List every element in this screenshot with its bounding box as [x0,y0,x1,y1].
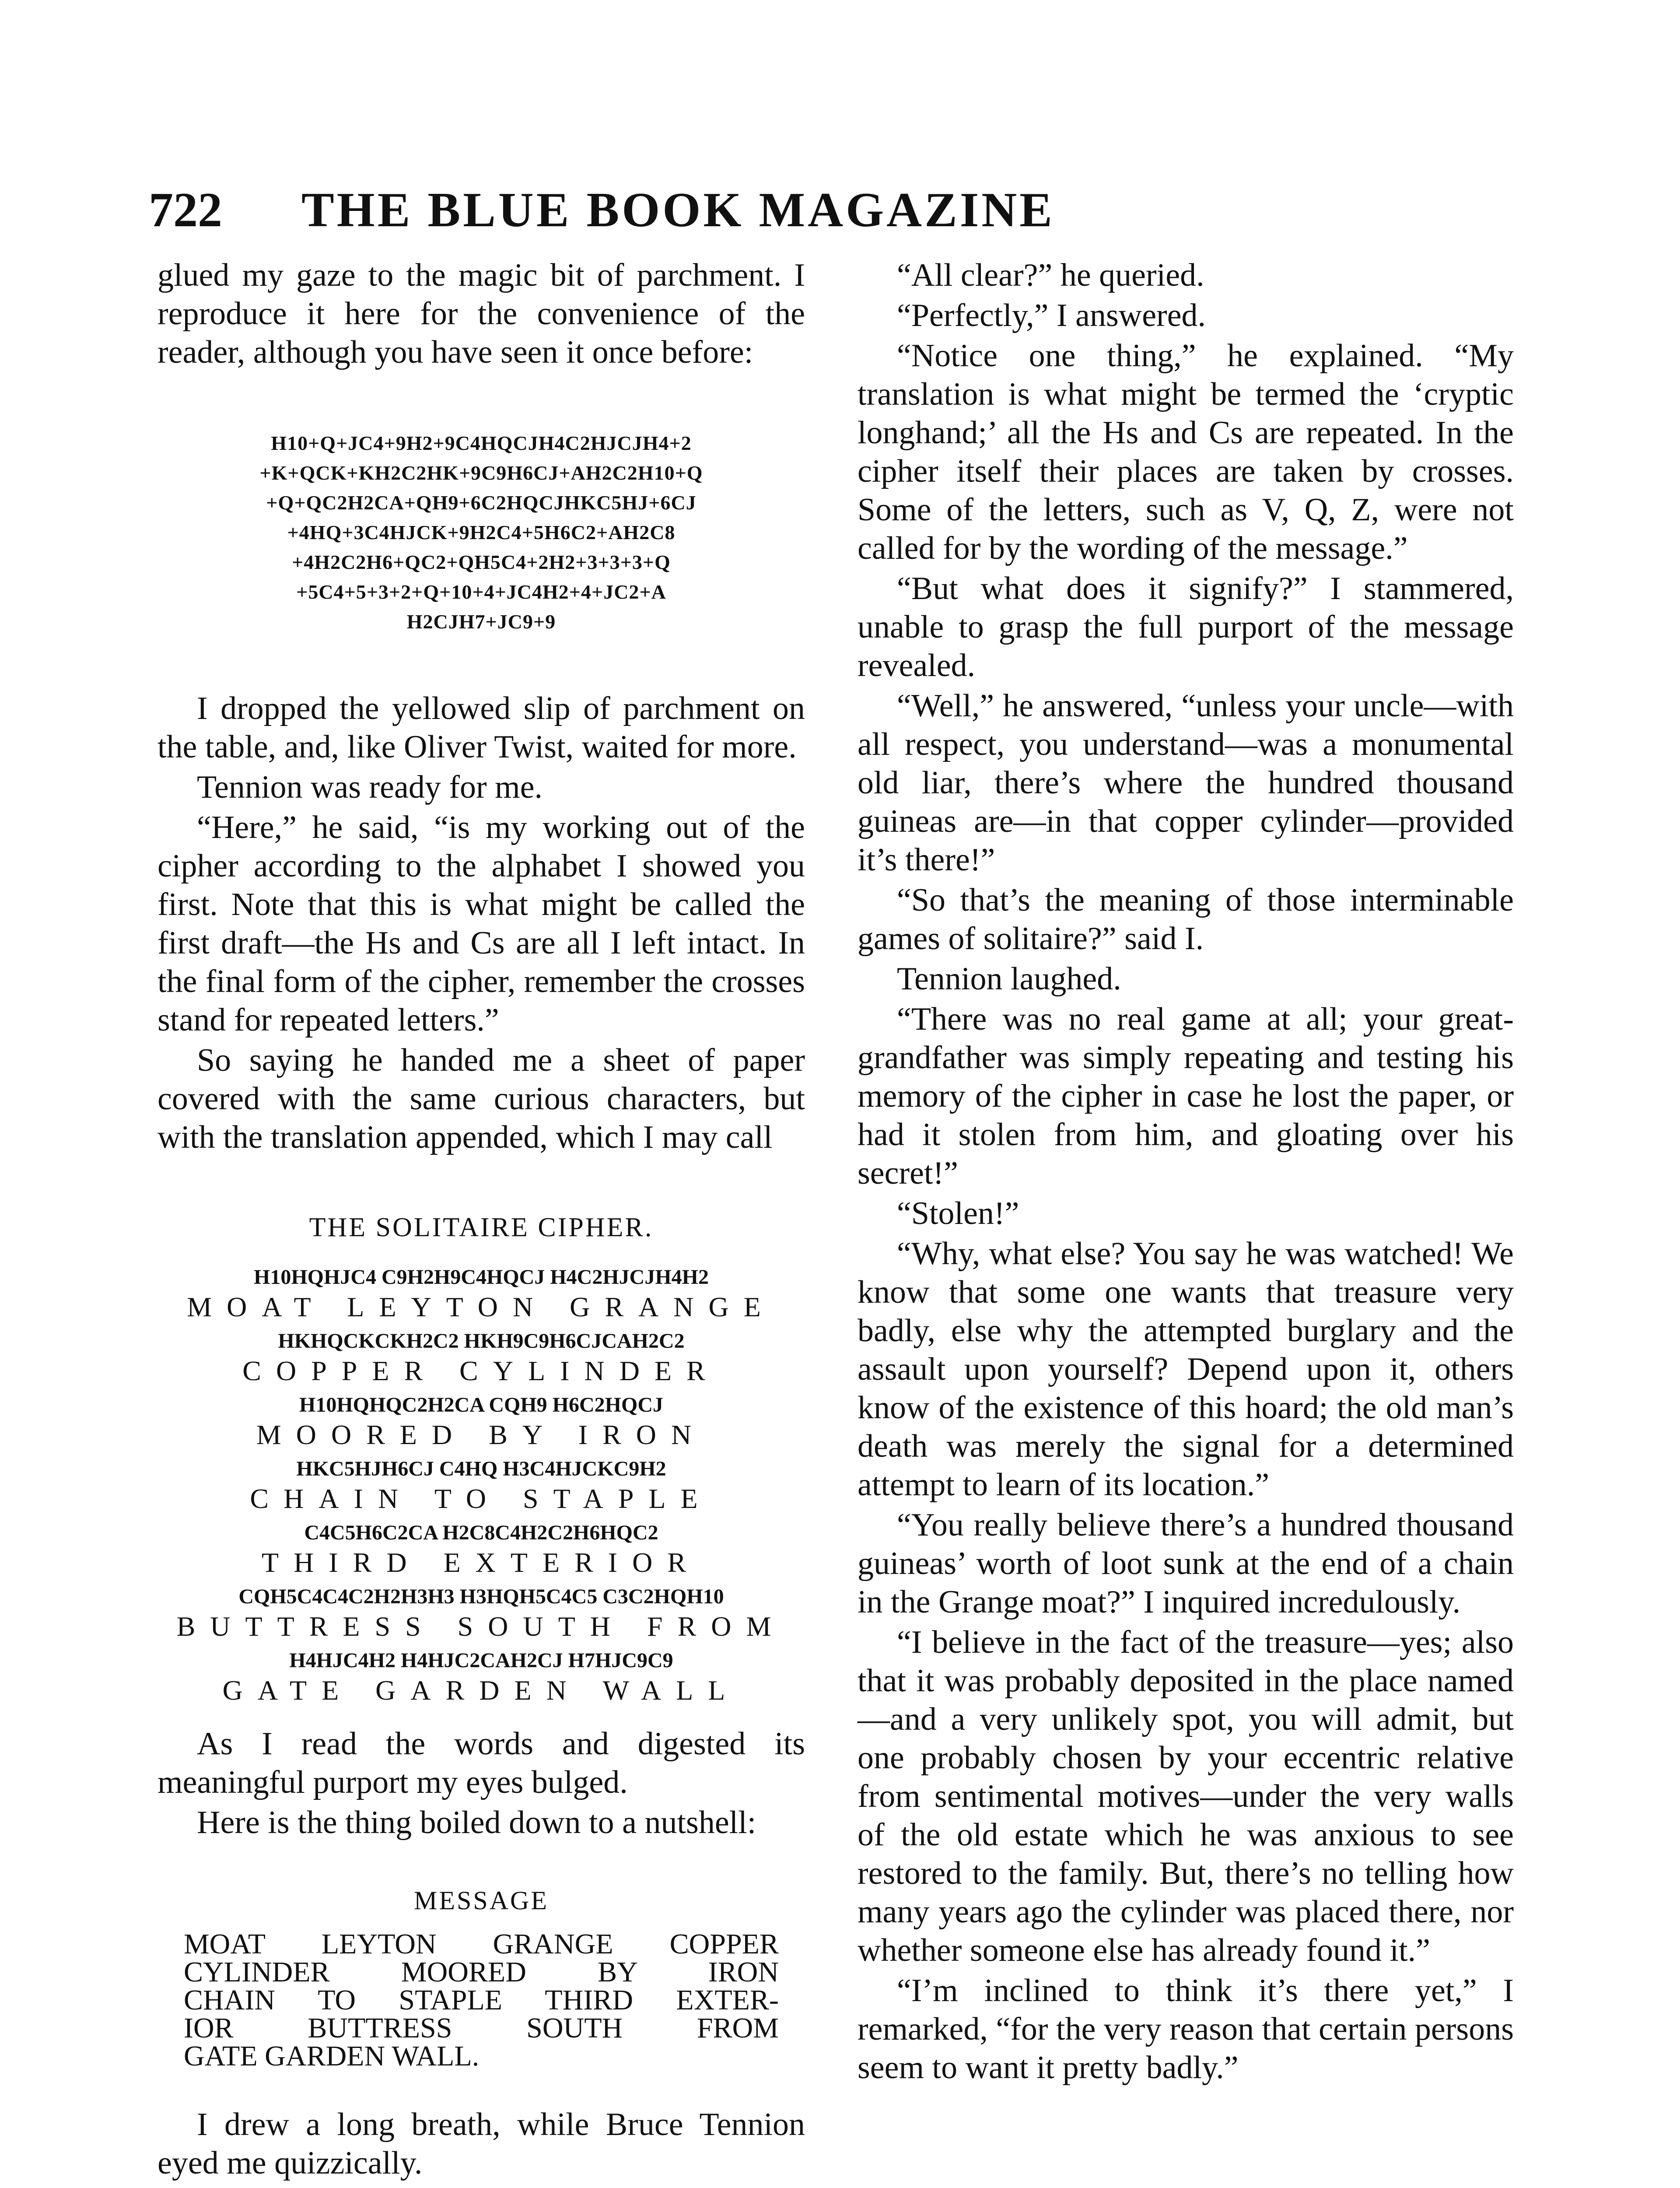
left-column [158,256,805,2184]
message-line: MOAT LEYTON GRANGE COPPER [184,1928,779,1960]
cipher-translation-row: MOORED BY IRON [256,1419,707,1450]
solitaire-cipher-table [158,1264,805,1707]
paragraph: “Perfectly,” I answered. [897,298,1206,333]
magazine-title: THE BLUE BOOK MAGAZINE [301,183,1055,237]
message-line: CYLINDER MOORED BY IRON [184,1956,779,1988]
paragraph: “But what does it signify?” I stammered, unable to grasp the full purport of the message revealed. [858,571,1514,684]
cipher-translation-row: BUTTRESS SOUTH FROM [176,1611,786,1642]
cipher-line: +4HQ+3C4HJCK+9H2C4+5H6C2+AH2C8 [287,521,676,543]
solitaire-cipher-title: THE SOLITAIRE CIPHER. [309,1213,654,1242]
paragraph: I dropped the yellowed slip of parchment on the table, and, like Oliver Twist, waited for more. [158,691,805,765]
page-header [149,175,1208,245]
message-line: CHAIN TO STAPLE THIRD EXTER- [184,1984,779,2016]
cipher-code-row: CQH5C4C4C2H2H3H3 H3HQH5C4C5 C3C2HQH10 [238,1585,724,1608]
cipher-translation-row: MOAT LEYTON GRANGE [187,1291,776,1322]
cipher-code-row: H10HQHQC2H2CA CQH9 H6C2HQCJ [299,1393,664,1417]
message-block [158,1930,805,2070]
cipher-translation-row: COPPER CYLINDER [242,1355,720,1386]
paragraph: “There was no real game at all; your great-grandfather was simply repeating and testing his memory of the cipher in case he lost the paper, or had it stolen from him, and gloating over his secret!” [858,1001,1514,1191]
cipher-block [158,428,805,637]
paragraph: “Stolen!” [897,1196,1019,1231]
paragraph: I drew a long breath, while Bruce Tennion eyed me quizzically. [158,2107,805,2181]
message-line: GATE GARDEN WALL. [184,2040,480,2072]
cipher-line: +4H2C2H6+QC2+QH5C4+2H2+3+3+3+Q [292,551,671,573]
cipher-line: H2CJH7+JC9+9 [406,610,556,633]
paragraph: glued my gaze to the magic bit of parchment. I reproduce it here for the convenience of the reader, although you have seen it once before: [158,257,805,370]
cipher-code-row: HKC5HJH6CJ C4HQ H3C4HJCKC9H2 [296,1457,666,1480]
cipher-translation-row: CHAIN TO STAPLE [250,1483,713,1514]
paragraph: Tennion was ready for me. [197,769,543,805]
paragraph: “All clear?” he queried. [897,257,1204,293]
message-title: MESSAGE [413,1886,549,1915]
paragraph: “Why, what else? You say he was watched! We know that some one wants that treasure very badly, else why the attempted burglary and the assault upon yourself? Depend upon it, others know of the existence of this hoard; the old man’s death was merely the signal for a determined attempt to learn of its location.” [858,1236,1514,1503]
cipher-code-row: H4HJC4H2 H4HJC2CAH2CJ H7HJC9C9 [289,1649,673,1672]
page-number: 722 [149,183,222,237]
cipher-code-row: H10HQHJC4 C9H2H9C4HQCJ H4C2HJCJH4H2 [253,1266,709,1289]
cipher-translation-row: GATE GARDEN WALL [222,1675,740,1706]
cipher-line: +K+QCK+KH2C2HK+9C9H6CJ+AH2C2H10+Q [259,462,703,484]
paragraph: “Here,” he said, “is my working out of the cipher according to the alphabet I showed you first. Note that this is what might be called the first draft—the Hs and Cs are all I left intact. In the final form of the cipher, remember the crosses stand for repeated letters.” [158,810,805,1038]
cipher-code-row: C4C5H6C2CA H2C8C4H2C2H6HQC2 [304,1521,658,1544]
paragraph: “I believe in the fact of the treasure—yes; also that it was probably deposited in the place named—and a very unlikely spot, you will admit, but one probably chosen by your eccentric relative from sentimental motives—under the very walls of the old estate which he was anxious to see restored to the family. But, there’s no telling how many years ago the cylinder was placed there, nor whether someone else has already found it.” [858,1624,1514,1968]
paragraph: “Well,” he answered, “unless your uncle—with all respect, you understand—was a monumental old liar, there’s where the hundred thousand guineas are—in that copper cylinder—provided it’s there!” [858,688,1514,878]
paragraph: Here is the thing boiled down to a nutshell: [197,1805,756,1841]
paragraph: As I read the words and digested its meaningful purport my eyes bulged. [158,1726,805,1800]
right-column [858,256,1514,2089]
cipher-translation-row: THIRD EXTERIOR [262,1547,701,1578]
paragraph: “You really believe there’s a hundred thousand guineas’ worth of loot sunk at the end of a chain in the Grange moat?” I inquired incredulously. [858,1507,1514,1620]
cipher-line: +5C4+5+3+2+Q+10+4+JC4H2+4+JC2+A [296,581,666,603]
paragraph: “Notice one thing,” he explained. “My translation is what might be termed the ‘cryptic longhand;’ all the Hs and Cs are repeated. In the cipher itself their places are taken by crosses. Some of the letters, such as V, Q, Z, were not called for by the wording of the message.” [858,338,1514,566]
message-line: IOR BUTTRESS SOUTH FROM [184,2012,779,2044]
paragraph: “So that’s the meaning of those interminable games of solitaire?” said I. [858,882,1514,957]
paragraph: Tennion laughed. [897,961,1121,997]
paragraph: “I’m inclined to think it’s there yet,” I remarked, “for the very reason that certain persons seem to want it pretty badly.” [858,1973,1514,2086]
paragraph: So saying he handed me a sheet of paper covered with the same curious characters, but with the translation appended, which I may call [158,1042,805,1155]
cipher-line: +Q+QC2H2CA+QH9+6C2HQCJHKC5HJ+6CJ [266,491,696,514]
cipher-code-row: HKHQCKCKH2C2 HKH9C9H6CJCAH2C2 [278,1329,685,1353]
cipher-line: H10+Q+JC4+9H2+9C4HQCJH4C2HJCJH4+2 [271,432,692,454]
